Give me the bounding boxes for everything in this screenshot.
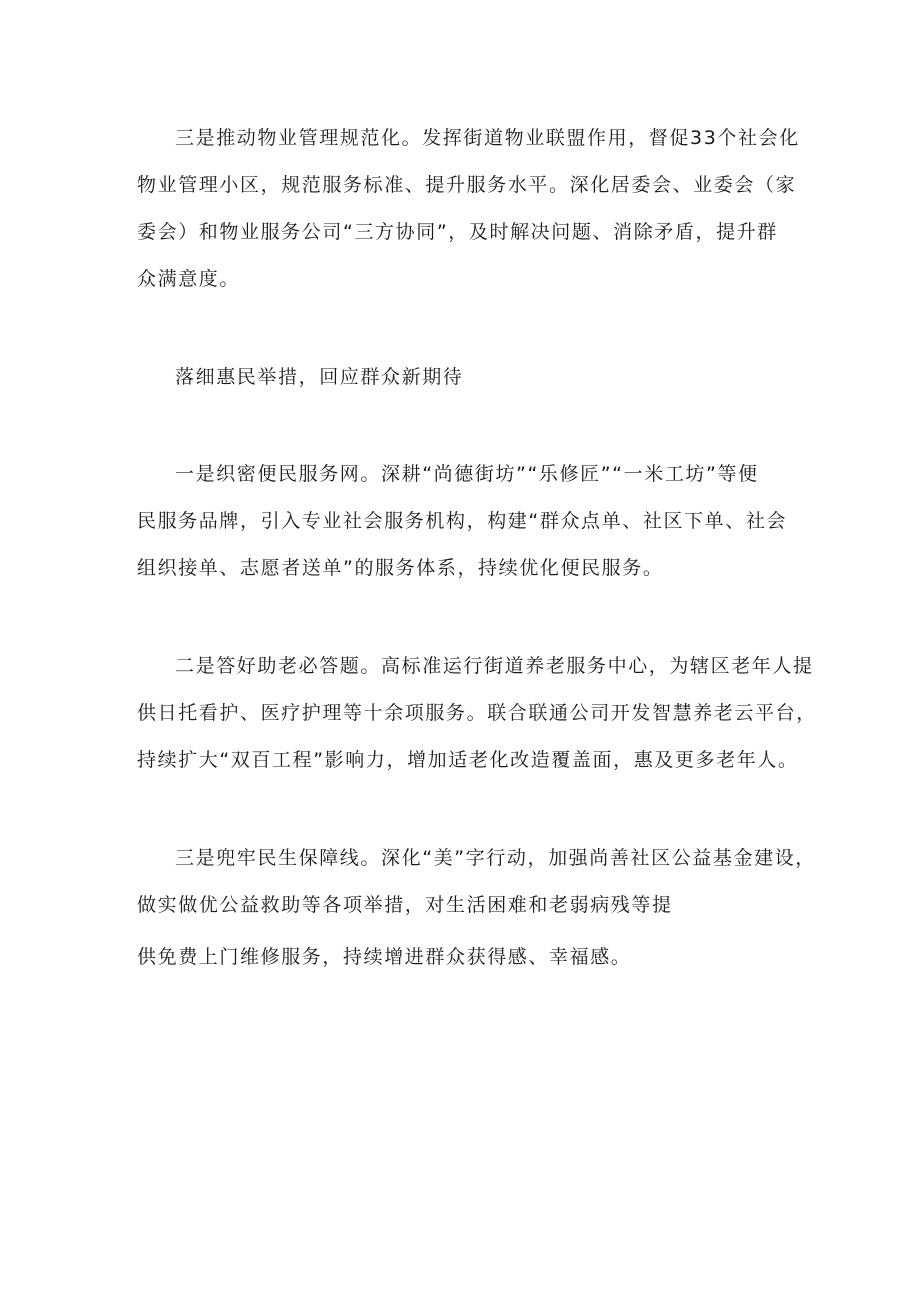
paragraph-1-line-3: 委会）和物业服务公司“三方协同”，及时解决问题、消除矛盾，提升群	[137, 221, 778, 243]
paragraph-1-line-1: 三是推动物业管理规范化。发挥街道物业联盟作用，督促33个社会化	[175, 127, 800, 149]
paragraph-2-line-1: 一是织密便民服务网。深耕“尚德街坊”“乐修匠”“一米工坊”等便	[175, 463, 759, 485]
paragraph-2-line-3: 组织接单、志愿者送单”的服务体系，持续优化便民服务。	[137, 557, 664, 579]
paragraph-1-line-2: 物业管理小区，规范服务标准、提升服务水平。深化居委会、业委会（家	[137, 174, 797, 196]
paragraph-3-line-1: 二是答好助老必答题。高标准运行街道养老服务中心，为辖区老年人提	[175, 655, 814, 677]
paragraph-1-line-4: 众满意度。	[137, 268, 241, 290]
paragraph-4-line-2: 做实做优公益救助等各项举措，对生活困难和老弱病残等提	[137, 894, 673, 916]
paragraph-3-line-3: 持续扩大“双百工程”影响力，增加适老化改造覆盖面，惠及更多老年人。	[137, 749, 799, 771]
paragraph-4-line-1: 三是兜牢民生保障线。深化“美”字行动，加强尚善社区公益基金建设，	[175, 847, 816, 869]
paragraph-4-line-3: 供免费上门维修服务，持续增进群众获得感、幸福感。	[137, 946, 632, 968]
paragraph-2-line-2: 民服务品牌，引入专业社会服务机构，构建“群众点单、社区下单、社会	[137, 510, 788, 532]
section-heading: 落细惠民举措，回应群众新期待	[175, 366, 464, 388]
paragraph-3-line-2: 供日托看护、医疗护理等十余项服务。联合联通公司开发智慧养老云平台，	[137, 702, 817, 724]
